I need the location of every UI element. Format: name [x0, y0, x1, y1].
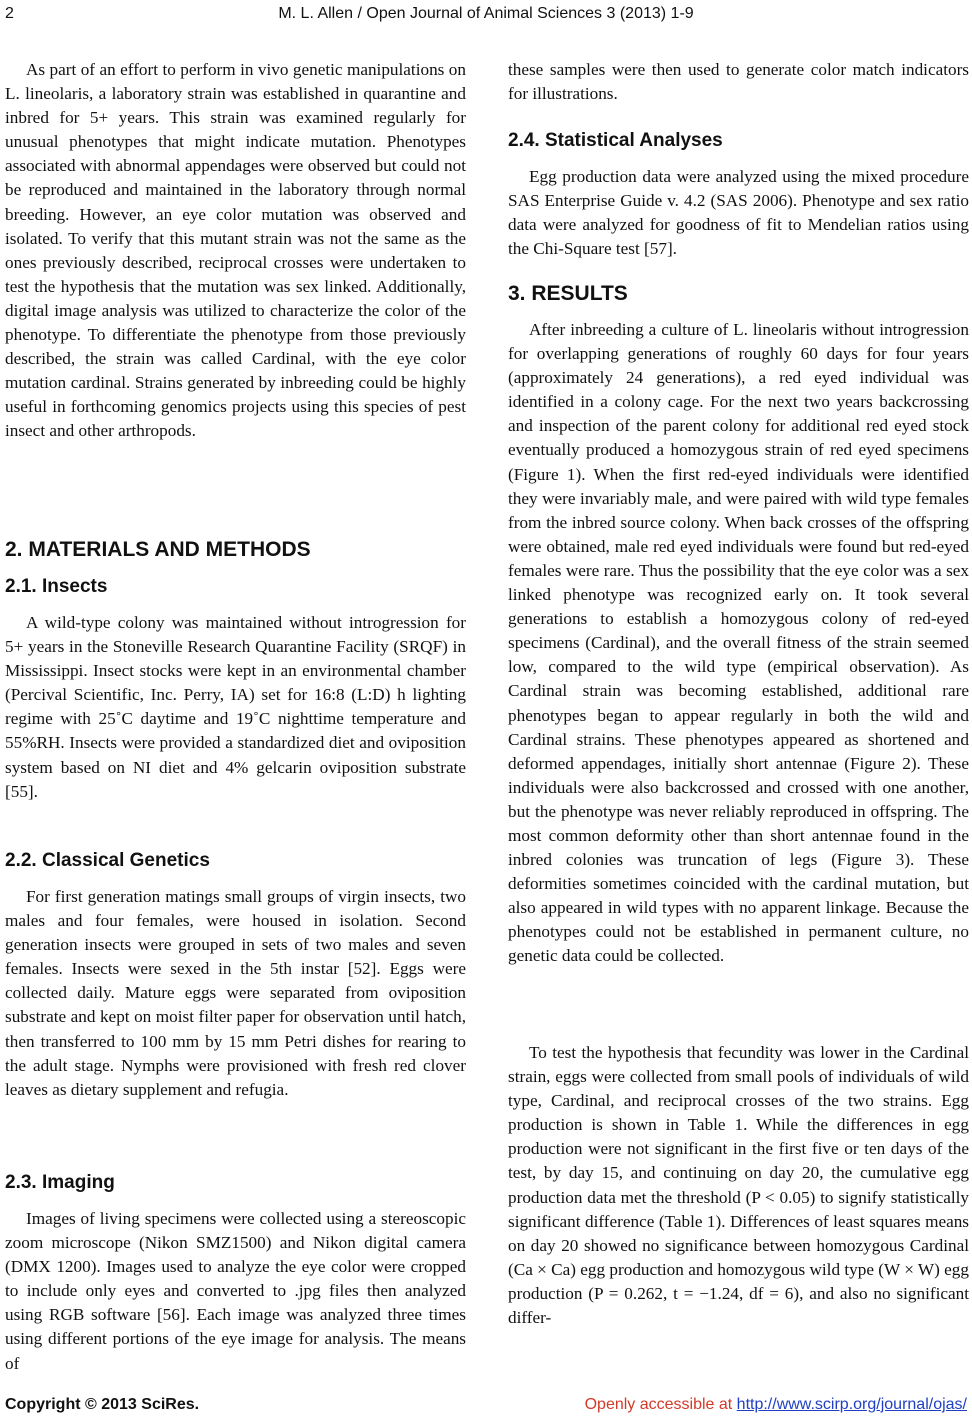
left-column [5, 58, 466, 1424]
section-heading-methods: 2. MATERIALS AND METHODS [5, 538, 311, 561]
journal-link[interactable]: http://www.scirp.org/journal/ojas/ [736, 1396, 967, 1413]
subsection-heading-genetics: 2.2. Classical Genetics [5, 850, 210, 871]
imaging-paragraph: Images of living specimens were collected using a stereoscopic zoom microscope (Nikon SMZ1500) and Nikon digital camera (DMX 1200). Images used to analyze the eye color were cropped to include only eyes and converted to .jpg files then analyzed using RGB software [56]. Each image was analyzed three times using different portions of the eye image for analysis. The means of [5, 1209, 466, 1373]
subsection-heading-insects: 2.1. Insects [5, 576, 108, 597]
intro-paragraph: As part of an effort to perform in vivo genetic manipulations on L. lineolaris, a laboratory strain was established in quarantine and inbred for 5+ years. This strain was examined regularly for unusual phenotypes that might indicate mutation. Phenotypes associated with abnormal appendages were observed but could not be reproduced and maintained in the laboratory through normal breeding. However, an eye color mutation was observed and isolated. To verify that this mutant strain was not the same as the ones previously described, reciprocal crosses were undertaken to test the hypothesis that the mutation was sex linked. Additionally, digital image analysis was utilized to characterize the color of the phenotype. To differentiate the phenotype from those previously described, the strain was called Cardinal, with the eye color mutation cardinal. Strains generated by inbreeding could be highly useful in forthcoming genomics projects using this species of pest insect and other arthropods. [5, 60, 466, 441]
open-access-notice [585, 1396, 967, 1414]
results-paragraph-1: After inbreeding a culture of L. lineolaris without introgression for overlapping generations of roughly 60 days for four years (approximately 24 generations), a red eyed individual was identified in a colony cage. For the next two years backcrossing and inspection of the parent colony for additional red eyed stock eventually produced a homozygous strain of red eyed specimens (Figure 1). When the first red-eyed individuals were identified they were invariably male, and were paired with wild type females from the inbred source colony. When back crosses of the offspring were obtained, male red eyed individuals were found but red-eyed females were rare. Thus the possibility that the eye color was a sex linked phenotype was recognized early on. It took several generations to establish a homozygous colony of red-eyed specimens (Cardinal), and the overall fitness of the strain seemed low, compared to the wild type (empirical observation). As Cardinal strain was becoming established, additional rare phenotypes began to appear regularly in both the wild and Cardinal strains. These phenotypes appeared as shortened and deformed appendages, initially short antennae (Figure 2). These individuals were also backcrossed and crossed with one another, but the phenotype was never reliably reproduced in offspring. The most common deformity other than short antennae found in the inbred colonies was truncation of legs (Figure 3). These deformities sometimes coincided with the cardinal mutation, but also appeared in wild types with no apparent linkage. Because the phenotypes could not be established in permanent culture, no genetic data could be collected. [508, 320, 969, 966]
open-access-text: Openly accessible at [584, 1396, 737, 1413]
insects-paragraph: A wild-type colony was maintained without introgression for 5+ years in the Stoneville Research Quarantine Facility (SRQF) in Mississippi. Insect stocks were kept in an environmental chamber (Percival Scientific, Inc. Perry, IA) set for 16:8 (L:D) h lighting regime with 25˚C daytime and 19˚C nighttime temperature and 55%RH. Insects were provided a standardized diet and oviposition system based on NI diet and 4% gelcarin oviposition substrate [55]. [5, 613, 466, 801]
genetics-paragraph: For first generation matings small groups of virgin insects, two males and four females, were housed in isolation. Second generation insects were grouped in sets of two males and seven females. Insects were sexed in the 5th instar [52]. Eggs were collected daily. Mature eggs were separated from oviposition substrate and kept on moist filter paper for observation until hatch, then transferred to 100 mm by 15 mm Petri dishes for rearing to the adult stage. Nymphs were provisioned with fresh red clover leaves as dietary supplement and refugia. [5, 887, 466, 1099]
imaging-continued-paragraph: these samples were then used to generate color match indicators for illustrations. [508, 60, 969, 104]
subsection-heading-statistics: 2.4. Statistical Analyses [508, 130, 723, 151]
page-number: 2 [5, 5, 14, 22]
subsection-heading-imaging: 2.3. Imaging [5, 1172, 115, 1193]
running-head: M. L. Allen / Open Journal of Animal Sciences 3 (2013) 1-9 [278, 5, 694, 22]
statistics-paragraph: Egg production data were analyzed using the mixed procedure SAS Enterprise Guide v. 4.2 (SAS 2006). Phenotype and sex ratio data were analyzed for goodness of fit to Mendelian ratios using the Chi-Square test [57]. [508, 167, 969, 259]
right-column [508, 58, 969, 1354]
section-heading-results: 3. RESULTS [508, 282, 628, 305]
results-paragraph-2: To test the hypothesis that fecundity was lower in the Cardinal strain, eggs were collected from small pools of individuals of wild type, Cardinal, and reciprocal crosses of the two strains. Egg production is shown in Table 1. While the differences in egg production were not significant in the first five or ten days of the test, by day 15, and continuing on day 20, the cumulative egg production data met the threshold (P < 0.05) to signify statistically significant difference (Table 1). Differences of least squares means on day 20 showed no significance between homozygous Cardinal (Ca × Ca) egg production and homozygous wild type (W × W) egg production (P = 0.262, t = −1.24, df = 6), and also no significant differ- [508, 1043, 969, 1328]
copyright-notice: Copyright © 2013 SciRes. [5, 1396, 200, 1413]
